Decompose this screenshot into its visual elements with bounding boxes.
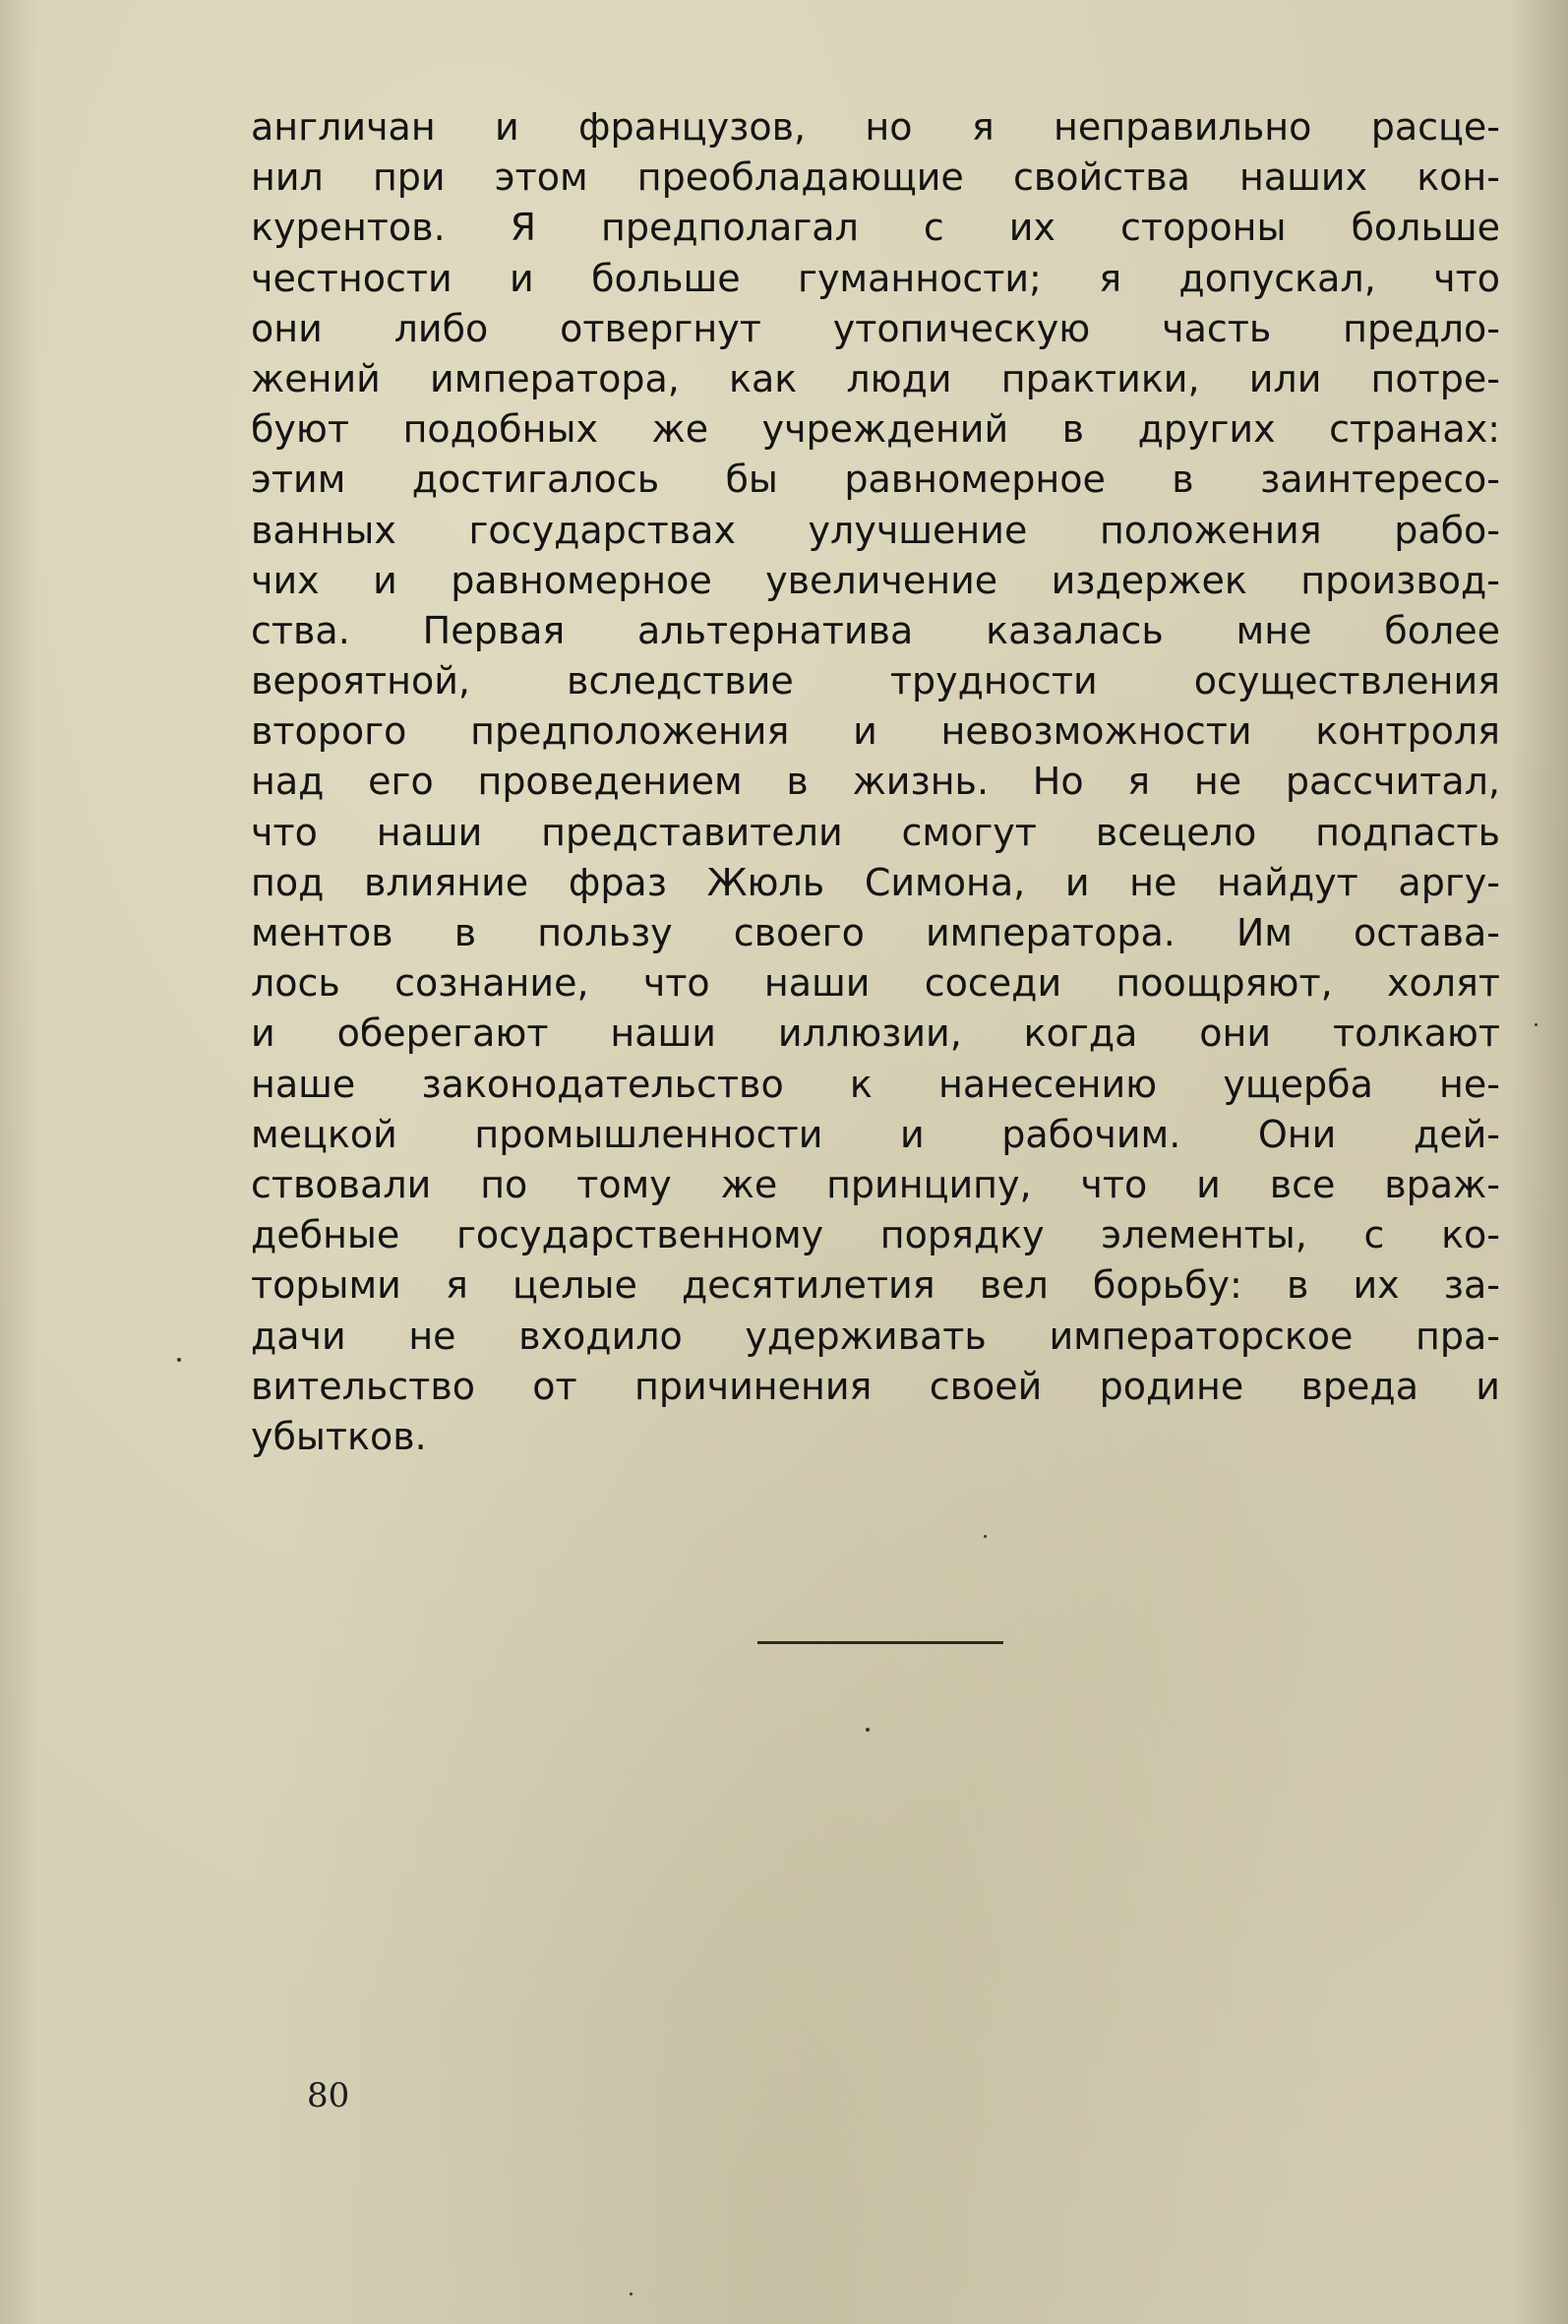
text-line: ментов в пользу своего императора. Им остава- [251, 911, 1500, 954]
text-line-last: убытков. [251, 1414, 427, 1458]
paper-speck [866, 1728, 870, 1732]
paper-speck [630, 2293, 633, 2295]
text-line: дачи не входило удерживать императорское пра- [251, 1314, 1500, 1358]
text-line: мецкой промышленности и рабочим. Они дей- [251, 1112, 1500, 1156]
text-line: ства. Первая альтернатива казалась мне более [251, 608, 1500, 652]
text-line: торыми я целые десятилетия вел борьбу: в их за- [251, 1263, 1500, 1308]
text-line: англичан и французов, но я неправильно расце- [251, 105, 1500, 149]
text-line: под влияние фраз Жюль Симона, и не найдут аргу- [251, 860, 1500, 904]
body-text [251, 102, 1500, 1462]
text-line: жений императора, как люди практики, или потре- [251, 356, 1500, 400]
text-line: этим достигалось бы равномерное в заинтересо- [251, 458, 1500, 502]
text-line: курентов. Я предполагал с их стороны больше [251, 206, 1500, 250]
text-line: наше законодательство к нанесению ущерба не- [251, 1062, 1500, 1106]
text-line: нил при этом преобладающие свойства наших кон- [251, 155, 1500, 200]
text-line: вероятной, вследствие трудности осуществления [251, 659, 1500, 703]
paper-speck [984, 1535, 987, 1538]
text-line: чих и равномерное увеличение издержек производ- [251, 558, 1500, 602]
text-line: буют подобных же учреждений в других странах: [251, 407, 1500, 452]
text-line: ствовали по тому же принципу, что и все враж- [251, 1162, 1500, 1206]
page-number: 80 [307, 2076, 350, 2115]
text-line: лось сознание, что наши соседи поощряют, холят [251, 961, 1500, 1006]
text-line: вительство от причинения своей родине вреда и [251, 1364, 1500, 1408]
page-edge-shadow-left [0, 0, 39, 2324]
page-edge-shadow-right [1509, 0, 1568, 2324]
text-line: второго предположения и невозможности контроля [251, 709, 1500, 754]
text-line: над его проведением в жизнь. Но я не рассчитал, [251, 760, 1500, 804]
section-divider [757, 1641, 1003, 1644]
text-line: честности и больше гуманности; я допускал, что [251, 256, 1500, 300]
paper-speck [1535, 1023, 1538, 1026]
paper-speck [177, 1358, 181, 1362]
text-line: что наши представители смогут всецело подпасть [251, 810, 1500, 854]
text-line: дебные государственному порядку элементы, с ко- [251, 1213, 1500, 1257]
text-line: и оберегают наши иллюзии, когда они толкают [251, 1011, 1500, 1056]
text-line: они либо отвергнут утопическую часть предло- [251, 306, 1500, 350]
text-line: ванных государствах улучшение положения рабо- [251, 508, 1500, 552]
